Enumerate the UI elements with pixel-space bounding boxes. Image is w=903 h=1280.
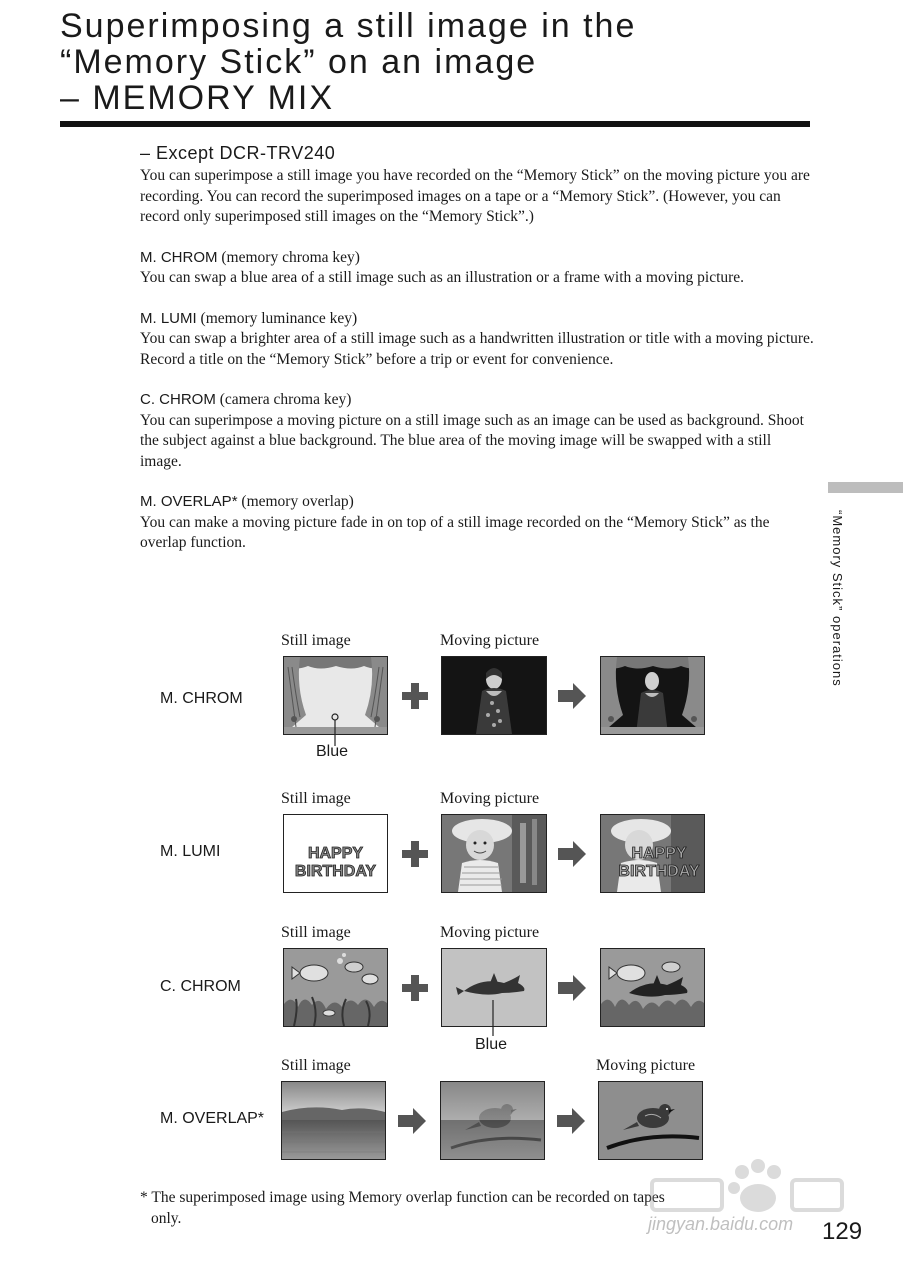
- row-label-m-overlap: M. OVERLAP*: [160, 1110, 265, 1127]
- row-label-m-chrom: M. CHROM: [160, 690, 243, 707]
- section-text: You can swap a brighter area of a still image such as a handwritten illustration or title with a moving picture. Record a title on the “Memory Stick” before a trip or event for convenience.: [140, 330, 814, 368]
- term-description: (memory overlap): [237, 493, 354, 510]
- moving-picture-caption: Moving picture: [440, 790, 540, 807]
- curtain-woman-result: [600, 656, 705, 735]
- blue-label-2: Blue: [475, 1036, 508, 1053]
- row-label-m-lumi: M. LUMI: [160, 843, 221, 860]
- happy-birthday-still: [283, 814, 388, 893]
- title-rule: [60, 121, 810, 127]
- dolphin-fish-result: [600, 948, 705, 1027]
- still-image-caption: Still image: [281, 924, 351, 941]
- section-heading: [140, 492, 815, 513]
- moving-picture-caption: Moving picture: [596, 1057, 696, 1074]
- blue-pointer-1: [330, 712, 340, 746]
- title-line-3: – MEMORY MIX: [60, 79, 335, 117]
- side-section-label: “Memory Stick” operations: [830, 510, 845, 687]
- girl-birthday-result: [600, 814, 705, 893]
- intro-paragraph: You can superimpose a still image you have recorded on the “Memory Stick” on the moving picture you are recording. You can record the superimposed images on a tape or a “Memory Stick”. (However, you can record only superimposed still images on the “Memory Stick”.): [140, 167, 810, 225]
- section-heading: [140, 390, 815, 411]
- row-label-c-chrom: C. CHROM: [160, 978, 241, 995]
- moving-picture-caption: Moving picture: [440, 924, 540, 941]
- section-text: You can make a moving picture fade in on top of a still image recorded on the “Memory Stick” as the overlap function.: [140, 513, 770, 551]
- section-m-chrom: [140, 248, 815, 289]
- section-heading: [140, 248, 815, 269]
- arrow-right-icon: [556, 1106, 586, 1136]
- blue-pointer-2: [488, 1000, 498, 1036]
- page-number: 129: [822, 1218, 863, 1245]
- arrow-right-icon: [557, 973, 587, 1003]
- moving-picture-caption: Moving picture: [440, 632, 540, 649]
- birthday-text: BIRTHDAY: [618, 863, 700, 880]
- arrow-right-icon: [557, 681, 587, 711]
- section-text: You can swap a blue area of a still image such as an illustration or a frame with a moving picture.: [140, 269, 745, 286]
- term: M. CHROM: [140, 248, 218, 266]
- plus-icon: [400, 973, 430, 1003]
- happy-text: HAPPY: [631, 845, 687, 862]
- arrow-right-icon: [397, 1106, 427, 1136]
- body-text: [140, 143, 815, 554]
- still-image-caption: Still image: [281, 1057, 351, 1074]
- section-heading: [140, 309, 815, 330]
- term: M. LUMI: [140, 309, 197, 327]
- birthday-text: BIRTHDAY: [294, 863, 377, 880]
- title-line-1: Superimposing a still image in the: [60, 7, 637, 45]
- side-tab-marker: [828, 482, 903, 493]
- section-m-overlap: [140, 492, 815, 554]
- section-m-lumi: [140, 309, 815, 371]
- bird-fade-transition: [440, 1081, 545, 1160]
- term: M. OVERLAP*: [140, 493, 238, 510]
- section-text: You can superimpose a moving picture on a still image such as an image can be used as background. Shoot the subject against a blue background. The blue area of the moving image will be swapped with a still image.: [140, 411, 804, 470]
- term-description: (memory chroma key): [217, 248, 360, 266]
- arrow-right-icon: [557, 839, 587, 869]
- happy-text: HAPPY: [307, 845, 364, 862]
- fish-still: [283, 948, 388, 1027]
- watermark-text: jingyan.baidu.com: [648, 1214, 794, 1234]
- girl-moving-picture: [441, 814, 547, 893]
- still-image-caption: Still image: [281, 632, 351, 649]
- footnote-line-1: * The superimposed image using Memory overlap function can be recorded on tapes: [140, 1189, 665, 1206]
- plus-icon: [400, 681, 430, 711]
- title-line-2: “Memory Stick” on an image: [60, 43, 538, 81]
- footnote-line-2: only.: [151, 1210, 182, 1227]
- term-description: (memory luminance key): [196, 309, 358, 327]
- woman-moving-picture: [441, 656, 547, 735]
- blue-label-1: Blue: [316, 743, 349, 760]
- page-title: [60, 8, 820, 116]
- still-image-caption: Still image: [281, 790, 351, 807]
- section-c-chrom: [140, 390, 815, 472]
- term-description: (camera chroma key): [215, 391, 352, 408]
- term: C. CHROM: [140, 391, 216, 408]
- plus-icon: [400, 839, 430, 869]
- model-exception: – Except DCR-TRV240: [140, 143, 336, 163]
- landscape-still: [281, 1081, 386, 1160]
- bird-moving-picture: [598, 1081, 703, 1160]
